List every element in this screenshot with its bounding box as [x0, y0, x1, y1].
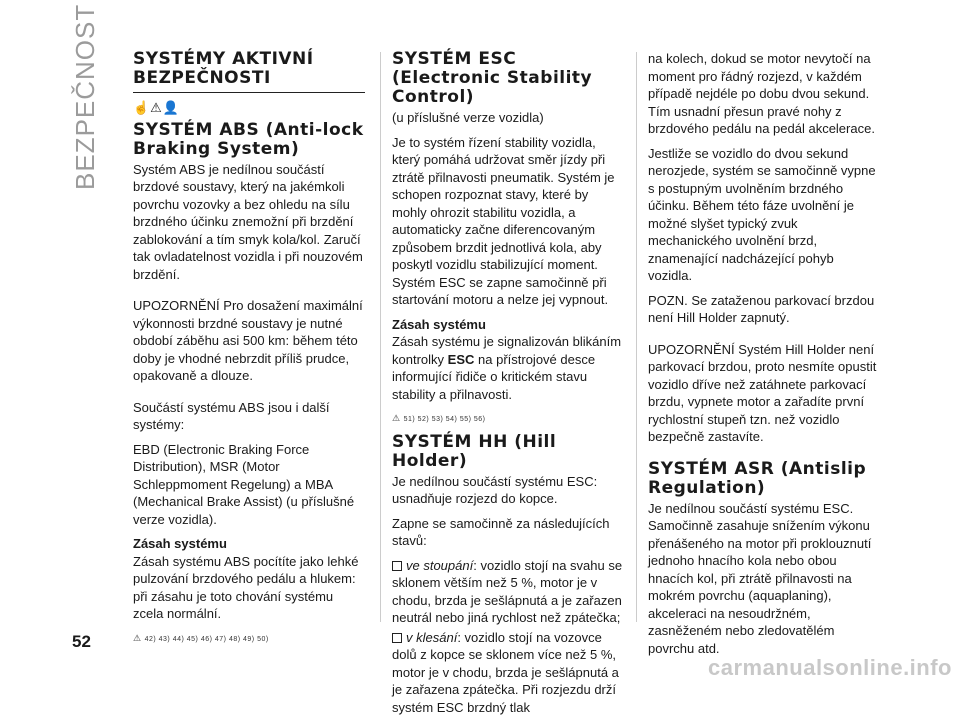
hh-intro: Je nedílnou součástí systému ESC: usnadňuje rozjezd do kopce.: [392, 473, 598, 506]
column-divider: [636, 52, 637, 622]
abs-parts-intro: Součástí systému ABS jsou i další systémy:: [133, 399, 330, 432]
hh-heading: SYSTÉM HH (Hill Holder): [392, 431, 557, 471]
hh-note: POZN. Se zataženou parkovací brzdou není Hill Holder zapnutý.: [648, 292, 875, 325]
column-2: [392, 50, 624, 723]
section-heading: SYSTÉMY AKTIVNÍ BEZPEČNOSTI: [133, 49, 314, 88]
asr-heading: SYSTÉM ASR (Antislip Regulation): [648, 458, 867, 498]
section-side-label: BEZPEČNOST: [70, 3, 100, 190]
abs-heading: SYSTÉM ABS (Anti-lock Braking System): [133, 119, 364, 159]
esc-indicator: ESC: [447, 351, 475, 367]
hh-downhill: v klesání: vozidlo stojí na vozovce dolů z kopce se sklonem více než 5 %, motor je v chodu, brzda je sešlápnutá a je zařazena zpátečka. Při rozjezdu drží systém ESC brzdný tlak: [392, 629, 619, 715]
bullet-box-icon: [392, 561, 402, 571]
safety-icons: ☝⚠👤: [133, 100, 181, 115]
column-3: [648, 50, 880, 664]
warning-icon: ⚠: [392, 413, 401, 423]
hh-continued: na kolech, dokud se motor nevytočí na moment pro řádný rozjezd, v každém případě nejdéle po dobu dvou sekund. Tím usnadní přesun pravé nohy z brzdového pedálu na pedál akcelerace.: [648, 51, 875, 136]
column-1: [133, 50, 365, 652]
heading-rule: [133, 92, 365, 93]
asr-text: Je nedílnou součástí systému ESC. Samočinně zasahuje snížením výkonu přenášeného na motor při proklouznutí jednoho hnacího kola nebo obou hnacích kol, při ztrátě přilnavosti na mokrém povrchu (aquaplaning), akceleraci na nesoudržném, zasněženém nebo zledovatělém povrchu atd.: [648, 500, 872, 656]
abs-warning: UPOZORNĚNÍ Pro dosažení maximální výkonnosti brzdné soustavy je nutné období záběhu asi 500 km: během této doby je vhodné nebrzdit příliš prudce, opakovaně a dlouze.: [133, 298, 363, 383]
abs-intro: Systém ABS je nedílnou součástí brzdové soustavy, který na jakémkoli povrchu vozovky a bez ohledu na sílu brzdného účinku znemožní při brzdění zablokování a tím smyk kola/kol. Zaručí tak ovladatelnost vozidla i při nouzovém brzdění.: [133, 161, 363, 282]
esc-version: (u příslušné verze vozidla): [392, 110, 544, 125]
hh-stationary: Jestliže se vozidlo do dvou sekund nerozjede, systém se samočinně vypne s postupným uvolněním brzdného účinku. Během této fáze uvolnění je možné slyšet typický zvuk mechanického uvolnění brzd, znamenající nadcházející pohyb vozidla.: [648, 145, 876, 283]
abs-refs: ⚠ 42) 43) 44) 45) 46) 47) 48) 49) 50): [133, 632, 269, 643]
warning-icon: ⚠: [133, 632, 142, 643]
abs-sub-text: Zásah systému ABS pocítíte jako lehké pulzování brzdového pedálu a hlukem: při zásahu je toto chování systému zcela normální.: [133, 553, 359, 621]
hh-conditions: Zapne se samočinně za následujících stavů:: [392, 515, 610, 548]
hh-uphill: ve stoupání: vozidlo stojí na svahu se sklonem větším než 5 %, motor je v chodu, brzda je sešlápnutá a je zařazen neutrál nebo jiná rychlost než zpátečka;: [392, 557, 623, 625]
hh-warning: UPOZORNĚNÍ Systém Hill Holder není parkovací brzdou, proto nesmíte opustit vozidlo dříve než zatáhnete parkovací brzdu, vypnete motor a zařadíte první rychlostní stupeň tzn. než vozidlo bezpečně zastavíte.: [648, 341, 877, 444]
esc-intro: Je to systém řízení stability vozidla, který pomáhá udržovat směr jízdy při ztrátě přilnavosti pneumatik. Systém je schopen rozpoznat stavy, které by mohly ohrozit stabilitu vozidla, a automaticky začne diferencovaným způsobem brzdit jednotlivá kola, aby poskytl vozidlu stabilizující moment. Systém ESC se zapne samočinně při startování motoru a nelze jej vypnout.: [392, 134, 615, 307]
esc-refs: ⚠ 51) 52) 53) 54) 55) 56): [392, 413, 486, 423]
watermark: carmanualsonline.info: [708, 655, 952, 680]
abs-parts-list: EBD (Electronic Braking Force Distribution), MSR (Motor Schleppmoment Regelung) a MBA (Mechanical Brake Assist) (u příslušné verze vozidla).: [133, 441, 355, 527]
column-divider: [380, 52, 381, 622]
esc-heading: SYSTÉM ESC (Electronic Stability Control): [392, 49, 593, 107]
esc-sub-heading: Zásah systému: [392, 316, 486, 332]
page-number: 52: [72, 632, 91, 651]
abs-sub-heading: Zásah systému: [133, 536, 227, 551]
bullet-box-icon: [392, 633, 402, 643]
esc-sub-text: Zásah systému je signalizován blikáním kontrolky ESC na přístrojové desce informující řidiče o kritickém stavu stability a přilnavosti.: [392, 334, 622, 402]
